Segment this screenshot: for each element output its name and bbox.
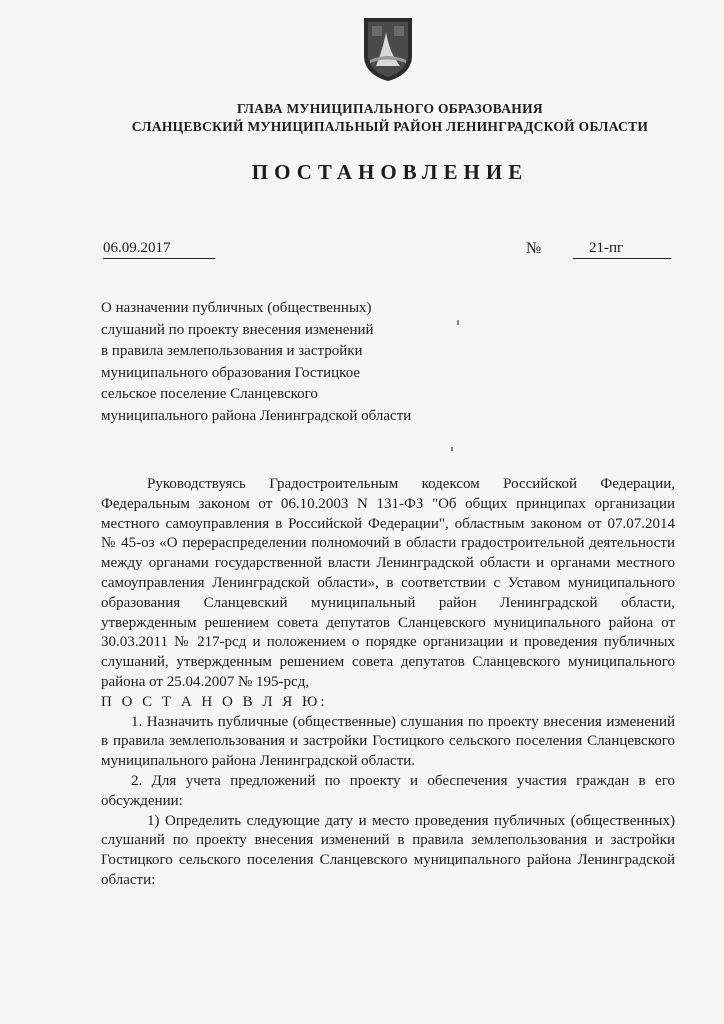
subject-line: муниципального образования Гостицкое	[101, 364, 361, 381]
preamble-paragraph: Руководствуясь Градостроительным кодексом Российской Федерации, Федеральным законом от 06.10.2003 N 131-ФЗ "Об общих принципах организации местного самоуправления в Российской Федерации", областным законом от 07.07.2014 № 45-оз «О перераспределении полномочий в области градостроительной деятельности между органами государственной власти Ленинградской области и органами местного самоуправления Ленинградской области», в соответствии с Уставом муниципального образования Сланцевский муниципальный район Ленинградской области, утвержденным решением совета депутатов Сланцевского муниципального района от 30.03.2011 № 217-рсд и положением о порядке организации и проведения публичных слушаний, утвержденным решением совета депутатов Сланцевского муниципального района от 25.04.2007 № 195-рсд,	[101, 476, 675, 690]
subject-block	[101, 298, 481, 427]
subject-line: муниципального района Ленинградской области	[101, 407, 412, 424]
item-2-paragraph: 2. Для учета предложений по проекту и обеспечения участия граждан в его обсуждении:	[101, 772, 675, 809]
scan-speck	[451, 447, 453, 451]
coat-of-arms-emblem	[362, 16, 414, 82]
document-date: 06.09.2017	[103, 240, 215, 259]
document-type-title: ПОСТАНОВЛЕНИЕ	[251, 160, 529, 184]
subject-line: слушаний по проекту внесения изменений	[101, 321, 374, 338]
authority-line-1: ГЛАВА МУНИЦИПАЛЬНОГО ОБРАЗОВАНИЯ	[237, 101, 543, 116]
item-2-1-paragraph: 1) Определить следующие дату и место проведения публичных (общественных) слушаний по проекту внесения изменений в правила землепользования и застройки Гостицкого сельского поселения Сланцевского муниципального района Ленинградской области:	[101, 812, 675, 888]
issuing-authority	[0, 100, 724, 136]
subject-line: в правила землепользования и застройки	[101, 343, 363, 359]
document-number: 21-пг	[573, 240, 671, 259]
number-sign: №	[526, 240, 542, 257]
scan-speck	[457, 320, 459, 325]
decree-heading: П О С Т А Н О В Л Я Ю:	[101, 693, 328, 710]
subject-line: О назначении публичных (общественных)	[101, 300, 372, 316]
authority-line-2: СЛАНЦЕВСКИЙ МУНИЦИПАЛЬНЫЙ РАЙОН ЛЕНИНГРАДСКОЙ ОБЛАСТИ	[131, 119, 649, 134]
item-1-paragraph: 1. Назначить публичные (общественные) слушания по проекту внесения изменений в правила землепользования и застройки Гостицкого сельского поселения Сланцевского муниципального района Ленинградской области.	[101, 713, 675, 770]
document-body	[101, 475, 675, 891]
subject-line: сельское поселение Сланцевского	[101, 386, 318, 402]
